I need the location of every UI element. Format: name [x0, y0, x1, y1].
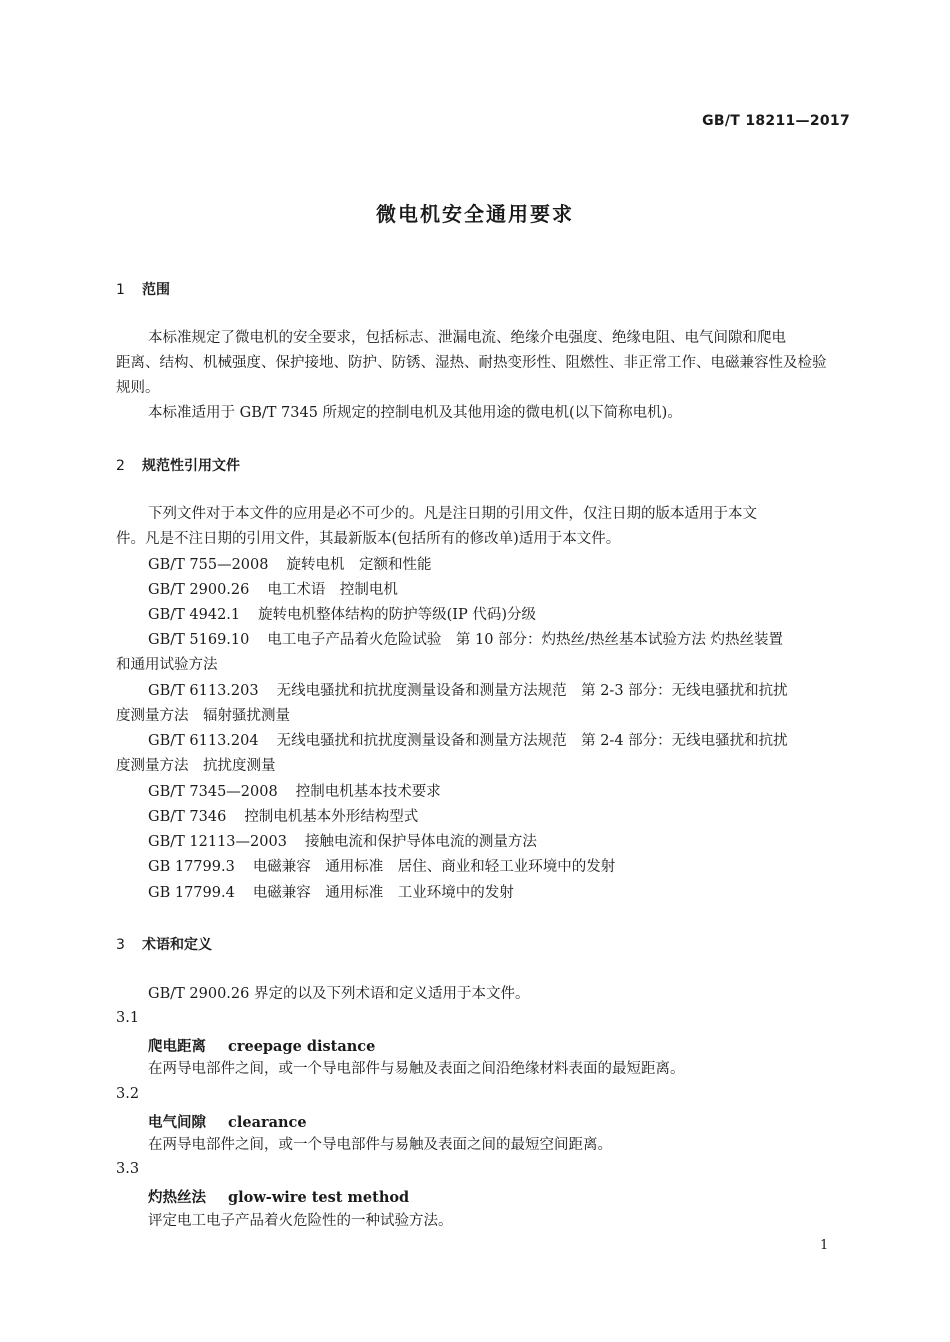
- reference-code: GB 17799.3: [148, 859, 235, 875]
- reference-title: 无线电骚扰和抗扰度测量设备和测量方法规范 第 2-3 部分：无线电骚扰和抗扰: [276, 683, 788, 699]
- reference-code: GB/T 2900.26: [148, 582, 250, 598]
- page-number: 1: [820, 1238, 829, 1253]
- term-heading: [148, 1186, 409, 1207]
- reference-title: 无线电骚扰和抗扰度测量设备和测量方法规范 第 2-4 部分：无线电骚扰和抗扰: [276, 733, 788, 749]
- scope-paragraph-line: 本标准规定了微电机的安全要求，包括标志、泄漏电流、绝缘介电强度、绝缘电阻、电气间隙和爬电: [148, 330, 786, 346]
- reference-title: 旋转电机整体结构的防护等级(IP 代码)分级: [258, 607, 537, 623]
- section-3-heading: [116, 934, 212, 954]
- document-code: GB/T 18211—2017: [702, 113, 850, 129]
- reference-item: [148, 857, 851, 877]
- reference-continuation: 和通用试验方法: [116, 657, 218, 673]
- term-chinese: 爬电距离: [148, 1039, 206, 1055]
- reference-code: GB/T 6113.203: [148, 683, 259, 699]
- reference-code: GB/T 12113—2003: [148, 834, 287, 850]
- reference-code: GB/T 6113.204: [148, 733, 259, 749]
- refs-intro-line: 件。凡是不注日期的引用文件，其最新版本(包括所有的修改单)适用于本文件。: [116, 531, 621, 547]
- reference-title: 电工电子产品着火危险试验 第 10 部分：灼热丝/热丝基本试验方法 灼热丝装置: [267, 632, 784, 648]
- reference-continuation: 度测量方法 辐射骚扰测量: [116, 708, 290, 724]
- term-number: 3.1: [116, 1010, 140, 1026]
- term-english: glow-wire test method: [228, 1189, 410, 1206]
- term-definition: 在两导电部件之间，或一个导电部件与易触及表面之间的最短空间距离。: [148, 1137, 612, 1153]
- reference-item: [148, 580, 851, 600]
- section-title: 规范性引用文件: [142, 458, 240, 474]
- reference-code: GB/T 755—2008: [148, 557, 269, 573]
- section-2-heading: [116, 455, 240, 475]
- reference-item: [148, 605, 851, 625]
- reference-title: 电磁兼容 通用标准 工业环境中的发射: [252, 885, 514, 901]
- reference-title: 电磁兼容 通用标准 居住、商业和轻工业环境中的发射: [252, 859, 616, 875]
- term-number: 3.3: [116, 1161, 140, 1177]
- reference-item: [148, 782, 851, 802]
- reference-item: [148, 807, 851, 827]
- reference-item: [148, 555, 851, 575]
- scope-applicability: 本标准适用于 GB/T 7345 所规定的控制电机及其他用途的微电机(以下简称电机)。: [148, 405, 682, 421]
- term-definition: 评定电工电子产品着火危险性的一种试验方法。: [148, 1213, 453, 1229]
- reference-title: 控制电机基本外形结构型式: [244, 809, 419, 825]
- term-definition: 在两导电部件之间，或一个导电部件与易触及表面之间沿绝缘材料表面的最短距离。: [148, 1061, 685, 1077]
- section-number: 1: [116, 282, 125, 298]
- section-title: 术语和定义: [142, 937, 212, 953]
- reference-item: [148, 832, 851, 852]
- scope-paragraph-line: 距离、结构、机械强度、保护接地、防护、防锈、湿热、耐热变形性、阻燃性、非正常工作、电磁兼容性及检验: [116, 355, 827, 371]
- section-1-heading: [116, 279, 170, 299]
- reference-code: GB 17799.4: [148, 885, 235, 901]
- reference-title: 电工术语 控制电机: [267, 582, 398, 598]
- reference-code: GB/T 5169.10: [148, 632, 250, 648]
- reference-code: GB/T 4942.1: [148, 607, 241, 623]
- term-chinese: 灼热丝法: [148, 1190, 206, 1206]
- page-title: 微电机安全通用要求: [376, 202, 574, 226]
- reference-continuation: 度测量方法 抗扰度测量: [116, 758, 276, 774]
- section-number: 2: [116, 458, 125, 474]
- reference-code: GB/T 7345—2008: [148, 784, 278, 800]
- reference-code: GB/T 7346: [148, 809, 227, 825]
- reference-title: 接触电流和保护导体电流的测量方法: [304, 834, 537, 850]
- scope-paragraph-line: 规则。: [116, 380, 160, 396]
- term-english: creepage distance: [228, 1038, 376, 1055]
- term-chinese: 电气间隙: [148, 1115, 206, 1131]
- section-number: 3: [116, 937, 125, 953]
- reference-item: [148, 681, 851, 701]
- reference-title: 旋转电机 定额和性能: [286, 557, 432, 573]
- reference-item: [148, 731, 851, 751]
- reference-title: 控制电机基本技术要求: [295, 784, 441, 800]
- reference-item: [148, 630, 851, 650]
- term-english: clearance: [228, 1114, 307, 1131]
- refs-intro-line: 下列文件对于本文件的应用是必不可少的。凡是注日期的引用文件，仅注日期的版本适用于本文: [148, 506, 757, 522]
- section-title: 范围: [142, 282, 170, 298]
- reference-item: [148, 883, 851, 903]
- term-heading: [148, 1035, 375, 1056]
- terms-intro: GB/T 2900.26 界定的以及下列术语和定义适用于本文件。: [148, 986, 530, 1002]
- term-number: 3.2: [116, 1086, 140, 1102]
- term-heading: [148, 1111, 307, 1132]
